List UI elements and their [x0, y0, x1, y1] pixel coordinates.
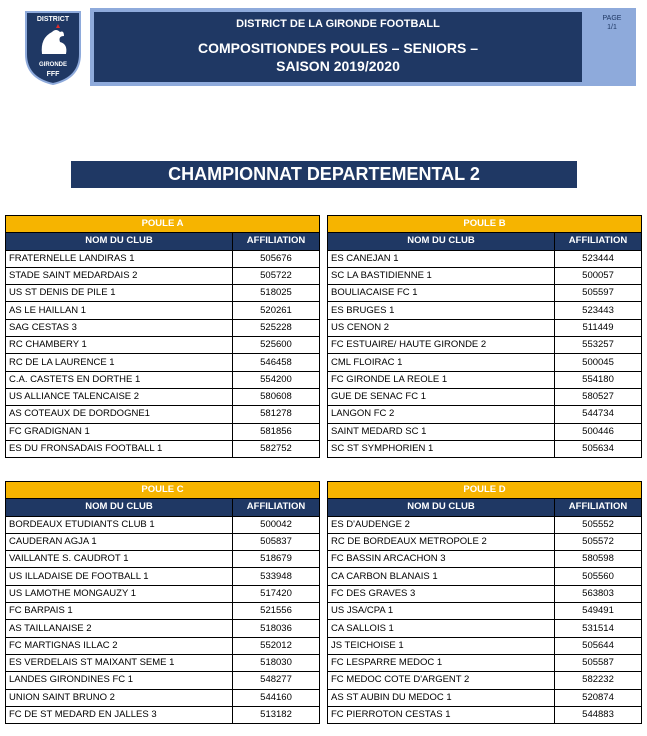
affiliation-number: 523443	[555, 302, 642, 319]
affiliation-number: 505552	[555, 516, 642, 533]
affiliation-number: 580527	[555, 388, 642, 405]
page-value: 1/1	[607, 24, 617, 31]
club-name: STADE SAINT MEDARDAIS 2	[6, 267, 233, 284]
affiliation-number: 549491	[555, 603, 642, 620]
club-name: ES CANEJAN 1	[328, 250, 555, 267]
club-name: FC GRADIGNAN 1	[6, 423, 233, 440]
table-row	[6, 267, 320, 284]
affiliation-number: 523444	[555, 250, 642, 267]
table-row	[6, 568, 320, 585]
affiliation-number: 505722	[233, 267, 320, 284]
logo-top-text: DISTRICT	[36, 16, 70, 23]
club-name: VAILLANTE S. CAUDROT 1	[6, 551, 233, 568]
affiliation-number: 518036	[233, 620, 320, 637]
affiliation-number: 533948	[233, 568, 320, 585]
table-row	[328, 354, 642, 371]
championship-title: CHAMPIONNAT DEPARTEMENTAL 2	[71, 161, 577, 188]
affiliation-number: 580598	[555, 551, 642, 568]
poule-c-table	[5, 481, 320, 724]
poule-name: POULE B	[328, 216, 642, 233]
column-header-club: NOM DU CLUB	[6, 499, 233, 516]
table-row	[6, 354, 320, 371]
affiliation-number: 582752	[233, 440, 320, 457]
table-row	[6, 654, 320, 671]
logo-brand-text: FFF	[46, 71, 60, 78]
page-label: PAGE	[602, 15, 622, 22]
club-name: FC BASSIN ARCACHON 3	[328, 551, 555, 568]
club-name: ES VERDELAIS ST MAIXANT SEME 1	[6, 654, 233, 671]
table-row	[6, 319, 320, 336]
table-row	[6, 406, 320, 423]
affiliation-number: 544734	[555, 406, 642, 423]
table-row	[6, 533, 320, 550]
page-indicator	[594, 14, 630, 32]
table-row	[6, 689, 320, 706]
club-name: LANGON FC 2	[328, 406, 555, 423]
affiliation-number: 518679	[233, 551, 320, 568]
table-row	[6, 706, 320, 723]
table-row	[328, 319, 642, 336]
table-row	[328, 654, 642, 671]
table-row	[328, 585, 642, 602]
table-row	[328, 568, 642, 585]
header-organization: DISTRICT DE LA GIRONDE FOOTBALL	[236, 18, 440, 30]
table-row	[328, 637, 642, 654]
club-name: RC CHAMBERY 1	[6, 337, 233, 354]
column-header-club: NOM DU CLUB	[328, 499, 555, 516]
column-header-affiliation: AFFILIATION	[555, 499, 642, 516]
poule-d-table	[327, 481, 642, 724]
table-row	[6, 285, 320, 302]
header-title-box	[94, 12, 582, 82]
table-row	[6, 440, 320, 457]
table-row	[6, 302, 320, 319]
table-row	[328, 337, 642, 354]
affiliation-number: 505572	[555, 533, 642, 550]
club-name: FC MEDOC COTE D'ARGENT 2	[328, 672, 555, 689]
table-row	[6, 551, 320, 568]
table-row	[6, 637, 320, 654]
affiliation-number: 563803	[555, 585, 642, 602]
affiliation-number: 500057	[555, 267, 642, 284]
affiliation-number: 546458	[233, 354, 320, 371]
affiliation-number: 500446	[555, 423, 642, 440]
club-name: ES BRUGES 1	[328, 302, 555, 319]
affiliation-number: 505837	[233, 533, 320, 550]
club-name: US CENON 2	[328, 319, 555, 336]
table-row	[328, 406, 642, 423]
affiliation-number: 505644	[555, 637, 642, 654]
affiliation-number: 517420	[233, 585, 320, 602]
table-row	[328, 706, 642, 723]
affiliation-number: 518025	[233, 285, 320, 302]
table-row	[328, 516, 642, 533]
table-row	[6, 423, 320, 440]
club-name: FC PIERROTON CESTAS 1	[328, 706, 555, 723]
club-name: AS COTEAUX DE DORDOGNE1	[6, 406, 233, 423]
club-name: JS TEICHOISE 1	[328, 637, 555, 654]
club-name: US LAMOTHE MONGAUZY 1	[6, 585, 233, 602]
affiliation-number: 544160	[233, 689, 320, 706]
poule-b-table	[327, 215, 642, 458]
affiliation-number: 580608	[233, 388, 320, 405]
affiliation-number: 500042	[233, 516, 320, 533]
poule-name: POULE D	[328, 482, 642, 499]
table-row	[6, 371, 320, 388]
club-name: US JSA/CPA 1	[328, 603, 555, 620]
club-name: AS TAILLANAISE 2	[6, 620, 233, 637]
poule-a-table	[5, 215, 320, 458]
affiliation-number: 581856	[233, 423, 320, 440]
column-header-club: NOM DU CLUB	[6, 233, 233, 250]
affiliation-number: 511449	[555, 319, 642, 336]
club-name: FC LESPARRE MEDOC 1	[328, 654, 555, 671]
club-name: BORDEAUX ETUDIANTS CLUB 1	[6, 516, 233, 533]
club-name: SAINT MEDARD SC 1	[328, 423, 555, 440]
club-name: FC DE ST MEDARD EN JALLES 3	[6, 706, 233, 723]
table-row	[328, 302, 642, 319]
header-title-line2: SAISON 2019/2020	[276, 58, 400, 74]
affiliation-number: 505597	[555, 285, 642, 302]
table-row	[328, 388, 642, 405]
club-name: FC BARPAIS 1	[6, 603, 233, 620]
table-row	[328, 267, 642, 284]
club-name: GUE DE SENAC FC 1	[328, 388, 555, 405]
header-title-line1: COMPOSITIONDES POULES – SENIORS –	[197, 40, 479, 56]
table-row	[328, 551, 642, 568]
table-row	[328, 672, 642, 689]
affiliation-number: 521556	[233, 603, 320, 620]
affiliation-number: 520874	[555, 689, 642, 706]
affiliation-number: 525600	[233, 337, 320, 354]
club-name: FC GIRONDE LA REOLE 1	[328, 371, 555, 388]
table-row	[328, 440, 642, 457]
club-name: SAG CESTAS 3	[6, 319, 233, 336]
column-header-club: NOM DU CLUB	[328, 233, 555, 250]
affiliation-number: 505587	[555, 654, 642, 671]
affiliation-number: 505676	[233, 250, 320, 267]
poule-name: POULE A	[6, 216, 320, 233]
header-title	[94, 39, 582, 75]
table-row	[328, 250, 642, 267]
affiliation-number: 525228	[233, 319, 320, 336]
table-row	[6, 388, 320, 405]
club-name: ES D'AUDENGE 2	[328, 516, 555, 533]
club-name: AS ST AUBIN DU MEDOC 1	[328, 689, 555, 706]
club-name: AS LE HAILLAN 1	[6, 302, 233, 319]
table-row	[328, 533, 642, 550]
affiliation-number: 500045	[555, 354, 642, 371]
column-header-affiliation: AFFILIATION	[233, 233, 320, 250]
table-row	[6, 250, 320, 267]
affiliation-number: 553257	[555, 337, 642, 354]
affiliation-number: 581278	[233, 406, 320, 423]
affiliation-number: 505560	[555, 568, 642, 585]
club-name: CA SALLOIS 1	[328, 620, 555, 637]
district-gironde-logo	[22, 8, 84, 86]
table-row	[328, 689, 642, 706]
column-header-affiliation: AFFILIATION	[233, 499, 320, 516]
table-row	[6, 516, 320, 533]
column-header-affiliation: AFFILIATION	[555, 233, 642, 250]
club-name: FRATERNELLE LANDIRAS 1	[6, 250, 233, 267]
table-row	[328, 371, 642, 388]
club-name: RC DE BORDEAUX METROPOLE 2	[328, 533, 555, 550]
affiliation-number: 518030	[233, 654, 320, 671]
poule-name: POULE C	[6, 482, 320, 499]
table-row	[6, 672, 320, 689]
club-name: US ILLADAISE DE FOOTBALL 1	[6, 568, 233, 585]
affiliation-number: 513182	[233, 706, 320, 723]
table-row	[328, 620, 642, 637]
header-band	[90, 8, 636, 86]
affiliation-number: 582232	[555, 672, 642, 689]
club-name: RC DE LA LAURENCE 1	[6, 354, 233, 371]
table-row	[6, 585, 320, 602]
club-name: FC MARTIGNAS ILLAC 2	[6, 637, 233, 654]
table-row	[328, 423, 642, 440]
logo-bottom-text: GIRONDE	[38, 62, 68, 68]
club-name: C.A. CASTETS EN DORTHE 1	[6, 371, 233, 388]
table-row	[328, 603, 642, 620]
affiliation-number: 552012	[233, 637, 320, 654]
club-name: ES DU FRONSADAIS FOOTBALL 1	[6, 440, 233, 457]
club-name: CAUDERAN AGJA 1	[6, 533, 233, 550]
table-row	[6, 337, 320, 354]
affiliation-number: 520261	[233, 302, 320, 319]
club-name: US ST DENIS DE PILE 1	[6, 285, 233, 302]
club-name: UNION SAINT BRUNO 2	[6, 689, 233, 706]
club-name: FC DES GRAVES 3	[328, 585, 555, 602]
affiliation-number: 554200	[233, 371, 320, 388]
club-name: CML FLOIRAC 1	[328, 354, 555, 371]
affiliation-number: 544883	[555, 706, 642, 723]
club-name: BOULIACAISE FC 1	[328, 285, 555, 302]
affiliation-number: 548277	[233, 672, 320, 689]
club-name: US ALLIANCE TALENCAISE 2	[6, 388, 233, 405]
table-row	[6, 620, 320, 637]
affiliation-number: 554180	[555, 371, 642, 388]
club-name: SC ST SYMPHORIEN 1	[328, 440, 555, 457]
affiliation-number: 505634	[555, 440, 642, 457]
table-row	[6, 603, 320, 620]
club-name: LANDES GIRONDINES FC 1	[6, 672, 233, 689]
club-name: SC LA BASTIDIENNE 1	[328, 267, 555, 284]
club-name: CA CARBON BLANAIS 1	[328, 568, 555, 585]
table-row	[328, 285, 642, 302]
affiliation-number: 531514	[555, 620, 642, 637]
club-name: FC ESTUAIRE/ HAUTE GIRONDE 2	[328, 337, 555, 354]
